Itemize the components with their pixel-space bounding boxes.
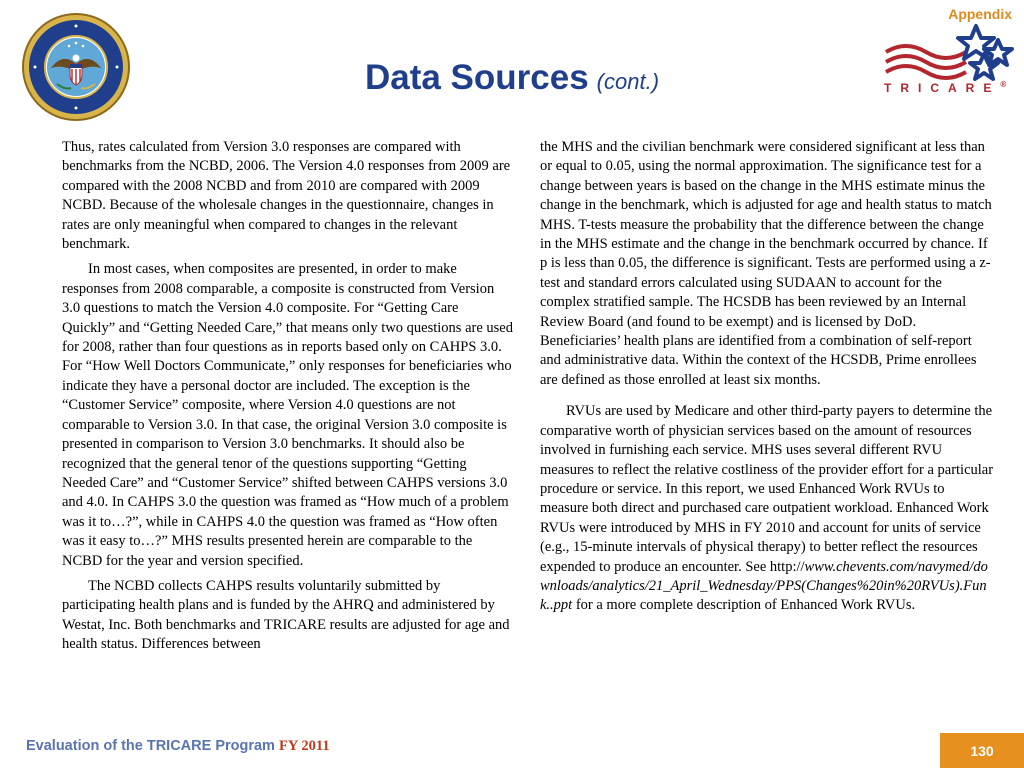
title-cont: (cont.) [596, 69, 660, 94]
appendix-label: Appendix [948, 6, 1012, 22]
right-paragraph-2-tail: for a more complete description of Enhanced Work RVUs. [572, 597, 916, 614]
footer-fiscal-year: FY 2011 [278, 738, 330, 754]
tricare-registered-mark: ® [1000, 80, 1007, 89]
right-paragraph-2-text: RVUs are used by Medicare and other third-party payers to determine the comparative worth of physician services based on the amount of resources involved in furnishing each service. MHS uses several different RVU measures to reflect the relative costliness of the provider effort for a particular procedure or service. In this report, we used Enhanced Work RVUs to measure both direct and purchased care outpatient workload. Enhanced Work RVUs were introduced by MHS in FY 2010 and account for units of service (e.g., 15-minute intervals of physical therapy) to better reflect the resources expended to produce an encounter. See http:// [540, 403, 994, 575]
right-column [540, 138, 994, 628]
tricare-word: TRICARE [884, 81, 1001, 95]
rvu-reference-link[interactable]: www.chevents.com/navymed/downloads/analytics/21_April_Wednesday/PPS(Changes%20in%20RVUs).Funk..ppt [540, 558, 988, 614]
footer-program-text: Evaluation of the TRICARE Program [26, 738, 279, 754]
right-paragraph-1: the MHS and the civilian benchmark were considered significant at less than or equal to 0.05, using the normal approximation. The significance test for a change between years is based on the change in the MHS estimate minus the change in the benchmark, which is adjusted for age and health status to match MHS. T-tests measure the probability that the difference between the change in the MHS estimate and the change in the benchmark occurred by chance. If p is less than 0.05, the difference is significant. Tests are performed using a z-test and standard errors calculated using SUDAAN to account for the complex stratified sample. The HCSDB has been reviewed by an Internal Review Board (and found to be exempt) and is licensed by DoD. Beneficiaries’ health plans are identified from a combination of self-report and administrative data. Within the context of the HCSDB, Prime enrollees are defined as those enrolled at least six months. [540, 139, 992, 388]
page-number: 130 [940, 733, 1024, 768]
left-paragraph-2: In most cases, when composites are presented, in order to make responses from 2008 comparable, a composite is constructed from Version 3.0 questions to match the Version 4.0 composite. For “Getting Care Quickly” and “Getting Needed Care,” that means only two questions are used for 2008, rather than four questions as in reports based only on CAHPS 3.0. For “How Well Doctors Communicate,” only responses for beneficiaries who indicate they have a personal doctor are included. The exception is the “Customer Service” composite, where Version 4.0 questions are not comparable to Version 3.0. In that case, the original Version 3.0 composite is presented in comparison to Version 3.0 benchmarks. It should also be recognized that the general tenor of the questions supporting “Getting Needed Care” and “Customer Service” shifted between CAHPS versions 3.0 and 4.0. In CAHPS 3.0 the question was framed as “How much of a problem was it to…?”, while in CAHPS 4.0 the question was framed as “How often was it easy to…?” MHS results presented herein are comparable to the NCBD for the year and version specified. [62, 261, 513, 569]
left-column [62, 138, 514, 661]
page-title [0, 58, 1024, 98]
left-paragraph-3: The NCBD collects CAHPS results voluntarily submitted by participating health plans and is funded by the AHRQ and administered by Westat, Inc. Both benchmarks and TRICARE results are adjusted for age and health status. Differences between [62, 577, 510, 653]
right-paragraph-2 [540, 402, 994, 615]
title-main: Data Sources [364, 58, 589, 97]
footer-program [26, 738, 330, 755]
tricare-wordmark [884, 80, 1022, 95]
left-paragraph-1: Thus, rates calculated from Version 3.0 responses are compared with benchmarks from the NCBD, 2006. The Version 4.0 responses from 2009 are compared with the 2008 NCBD and from 2010 are compared with 2009 NCBD. Because of the wholesale changes in the questionnaire, changes in rates are only meaningful when compared to changes in the relevant benchmark. [62, 139, 511, 253]
